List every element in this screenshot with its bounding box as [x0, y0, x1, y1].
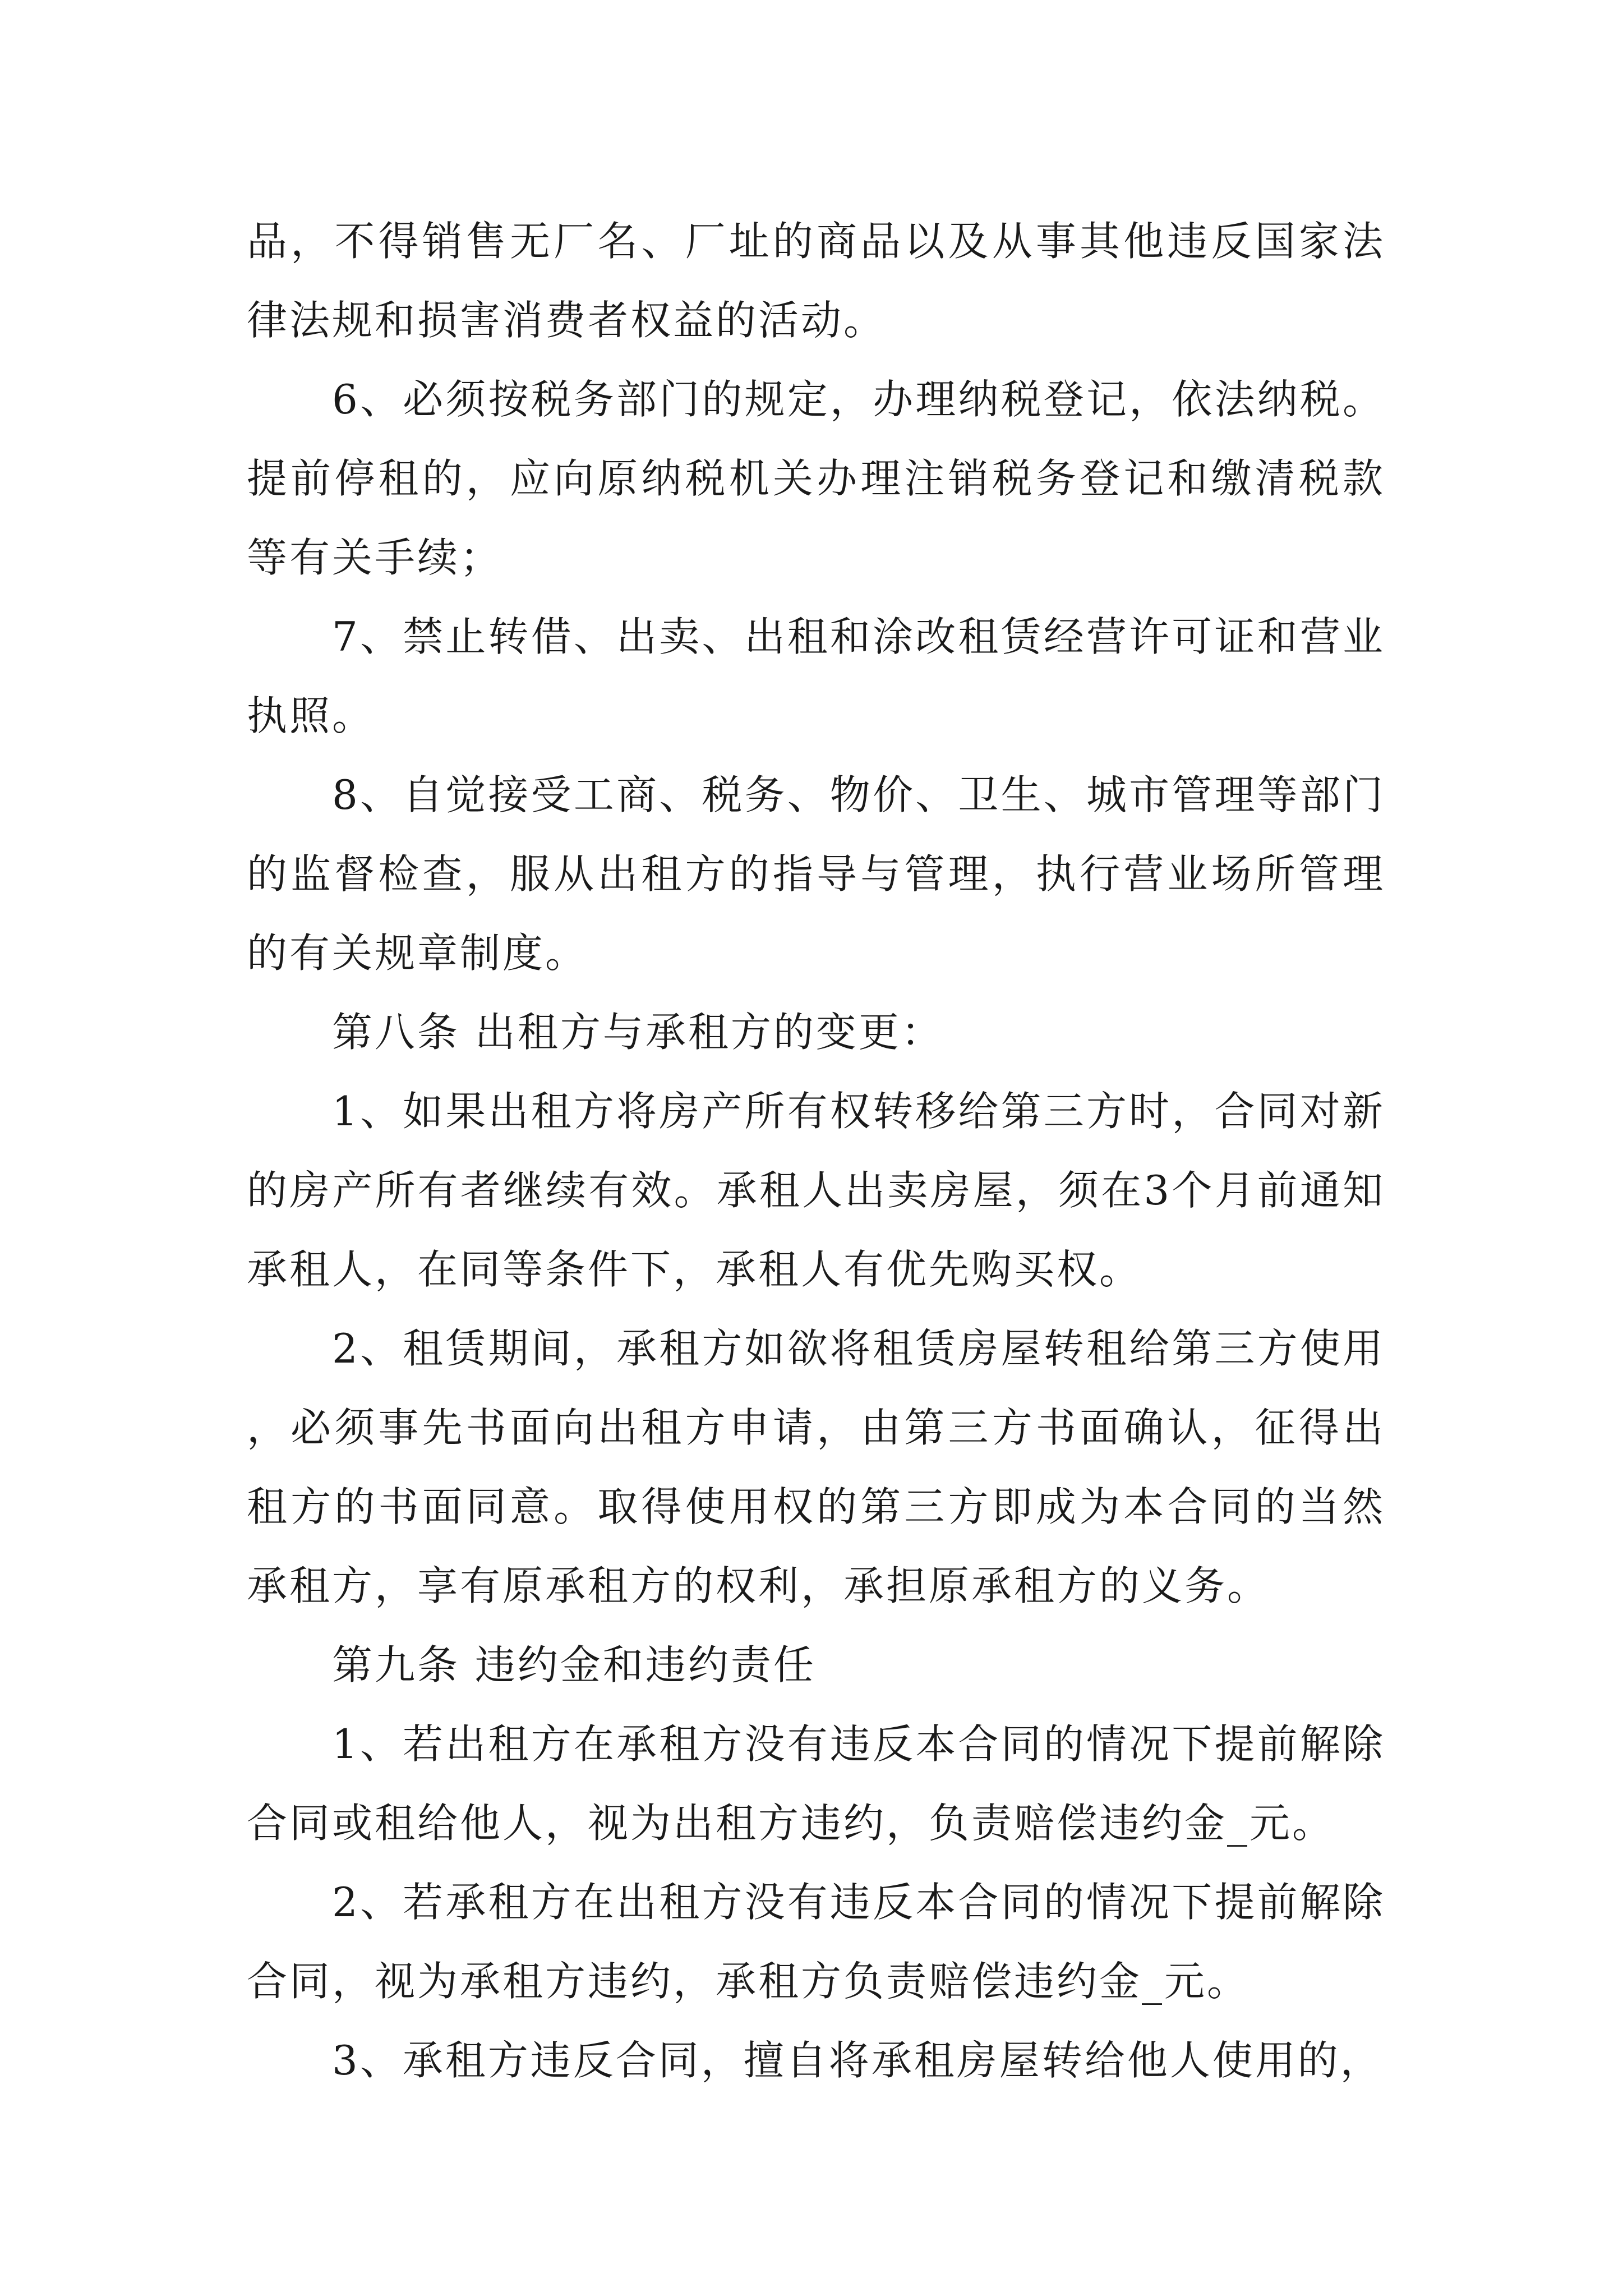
- paragraph-9: 1、若出租方在承租方没有违反本合同的情况下提前解除合同或租给他人，视为出租方违约，负责赔偿违约金_元。: [247, 1720, 1385, 1847]
- paragraph-7: 2、租赁期间，承租方如欲将租赁房屋转租给第三方使用，必须事先书面向出租方申请，由第三方书面确认，征得出租方的书面同意。取得使用权的第三方即成为本合同的当然承租方，享有原承租方的权利，承担原承租方的义务。: [247, 1325, 1385, 1609]
- document-body: [247, 202, 1385, 2100]
- section-heading-article-8: 第八条 出租方与承租方的变更：: [332, 1009, 944, 1056]
- paragraph-2: 6、必须按税务部门的规定，办理纳税登记，依法纳税。提前停租的，应向原纳税机关办理注销税务登记和缴清税款等有关手续；: [247, 376, 1385, 581]
- paragraph-6: 1、如果出租方将房产所有权转移给第三方时，合同对新的房产所有者继续有效。承租人出卖房屋，须在3个月前通知承租人，在同等条件下，承租人有优先购买权。: [247, 1088, 1385, 1293]
- paragraph-1: 品，不得销售无厂名、厂址的商品以及从事其他违反国家法律法规和损害消费者权益的活动。: [247, 218, 1385, 344]
- section-heading-article-9: 第九条 违约金和违约责任: [332, 1641, 816, 1688]
- paragraph-11: 3、承租方违反合同，擅自将承租房屋转给他人使用的，: [332, 2037, 1383, 2084]
- paragraph-4: 8、自觉接受工商、税务、物价、卫生、城市管理等部门的监督检查，服从出租方的指导与管理，执行营业场所管理的有关规章制度。: [247, 771, 1385, 977]
- paragraph-10: 2、若承租方在出租方没有违反本合同的情况下提前解除合同，视为承租方违约，承租方负责赔偿违约金_元。: [247, 1879, 1385, 2005]
- paragraph-3: 7、禁止转借、出卖、出租和涂改租赁经营许可证和营业执照。: [247, 613, 1385, 739]
